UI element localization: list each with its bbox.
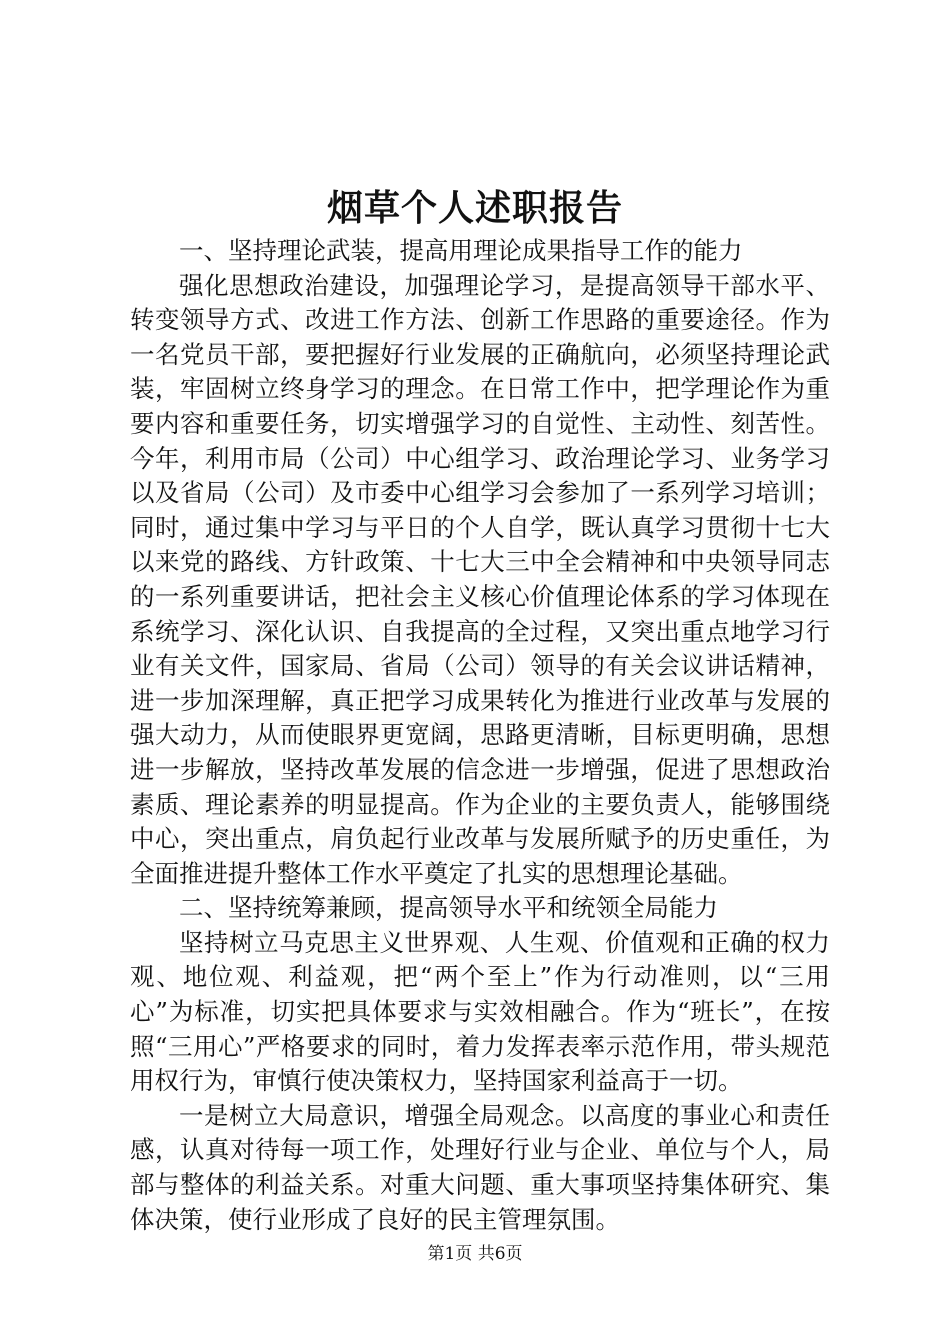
document-title: 烟草个人述职报告 <box>326 187 623 229</box>
document-body <box>130 234 830 1237</box>
page-footer: 第1页 共6页 <box>427 1244 523 1264</box>
paragraph-1: 强化思想政治建设，加强理论学习，是提高领导干部水平、转变领导方式、改进工作方法、创新工作思路的重要途径。作为一名党员干部，要把握好行业发展的正确航向，必须坚持理论武装，牢固树立终身学习的理念。在日常工作中，把学理论作为重要内容和重要任务，切实增强学习的自觉性、主动性、刻苦性。今年，利用市局（公司）中心组学习、政治理论学习、业务学习以及省局（公司）及市委中心组学习会参加了一系列学习培训；同时，通过集中学习与平日的个人自学，既认真学习贯彻十七大以来党的路线、方针政策、十七大三中全会精神和中央领导同志的一系列重要讲话，把社会主义核心价值理论体系的学习体现在系统学习、深化认识、自我提高的全过程，又突出重点地学习行业有关文件，国家局、省局（公司）领导的有关会议讲话精神，进一步加深理解，真正把学习成果转化为推进行业改革与发展的强大动力，从而使眼界更宽阔，思路更清晰，目标更明确，思想进一步解放，坚持改革发展的信念进一步增强，促进了思想政治素质、理论素养的明显提高。作为企业的主要负责人，能够围绕中心，突出重点，肩负起行业改革与发展所赋予的历史重任，为全面推进提升整体工作水平奠定了扎实的思想理论基础。 <box>130 270 830 888</box>
section-heading-2: 二、坚持统筹兼顾，提高领导水平和统领全局能力 <box>179 893 718 923</box>
paragraph-3: 一是树立大局意识，增强全局观念。以高度的事业心和责任感，认真对待每一项工作，处理好行业与企业、单位与个人，局部与整体的利益关系。对重大问题、重大事项坚持集体研究、集体决策，使行业形成了良好的民主管理氛围。 <box>130 1100 830 1234</box>
paragraph-2: 坚持树立马克思主义世界观、人生观、价值观和正确的权力观、地位观、利益观，把“两个至上”作为行动准则，以“三用心”为标准，切实把具体要求与实效相融合。作为“班长”，在按照“三用心”严格要求的同时，着力发挥表率示范作用，带头规范用权行为，审慎行使决策权力，坚持国家利益高于一切。 <box>130 927 830 1096</box>
section-heading-1: 一、坚持理论武装，提高用理论成果指导工作的能力 <box>179 236 743 265</box>
